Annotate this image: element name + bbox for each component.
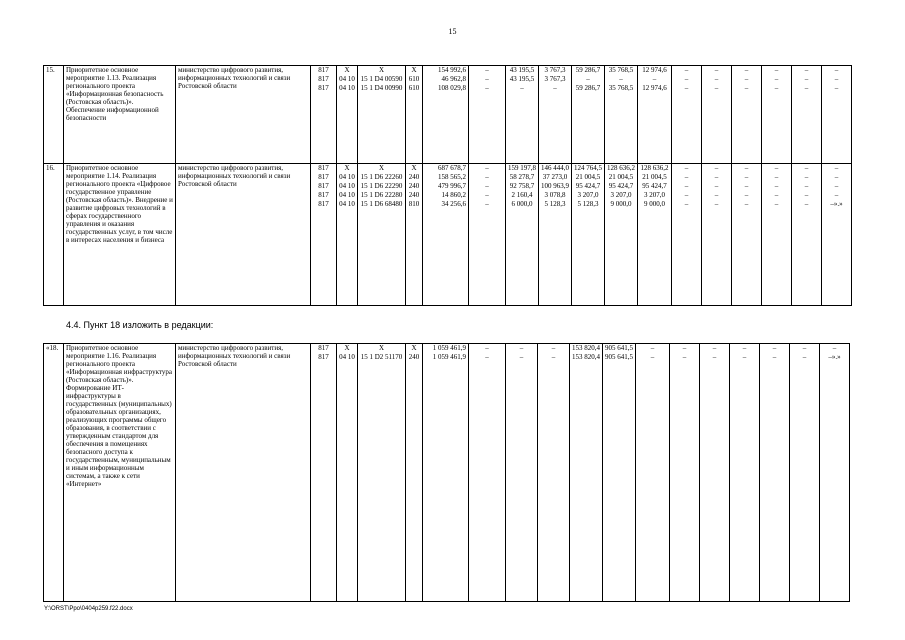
table-cell: – bbox=[774, 66, 779, 74]
table-cell: 43 195,5 bbox=[509, 66, 535, 74]
table-cell: 3 207,0 bbox=[577, 191, 599, 199]
table-cell: – bbox=[834, 66, 839, 74]
table-cell: – bbox=[744, 75, 749, 83]
table-column-cell bbox=[311, 344, 337, 602]
table-cell: – bbox=[684, 164, 689, 172]
table-cell: 3 767,3 bbox=[544, 66, 566, 74]
table-cell: – bbox=[744, 84, 749, 92]
table-cell: – bbox=[804, 173, 809, 181]
table-cell: – bbox=[650, 344, 655, 352]
table-column-cell bbox=[700, 344, 730, 602]
table-cell: 04 10 bbox=[339, 353, 355, 361]
table-cell: – bbox=[485, 191, 489, 199]
table-cell: 04 10 bbox=[339, 182, 355, 190]
table-cell: 04 10 bbox=[339, 84, 355, 92]
table-column-cell bbox=[337, 344, 358, 602]
measure-name: Приоритетное основное мероприятие 1.16. Реализация регионального проекта «Информационная инфраструктура (Ростовская область)». Формирование ИТ-инфраструктуры в государственных (муниципальных) образовательных организациях, реализующих программы общего образования, в соответствии с утвержденным стандартом для обеспечения в помещениях безопасного доступа к государственным, муниципальным и иным информационным системам, а также к сети «Интернет» bbox=[64, 344, 176, 602]
table-cell: 34 256,6 bbox=[441, 200, 466, 208]
table-cell: 158 565,2 bbox=[438, 173, 466, 181]
table-column-cell bbox=[406, 66, 423, 164]
table-cell: 3 207,0 bbox=[610, 191, 632, 199]
executor: министерство цифрового развития, информационных технологий и связи Ростовской области bbox=[176, 344, 311, 602]
table-cell: 154 992,6 bbox=[438, 66, 466, 74]
table-column-cell bbox=[423, 66, 469, 164]
table-cell: 04 10 bbox=[339, 200, 355, 208]
table-cell: 3 767,3 bbox=[544, 75, 566, 83]
table-column-cell bbox=[732, 66, 762, 164]
table-cell: – bbox=[834, 75, 839, 83]
table-cell: 59 286,7 bbox=[575, 66, 601, 74]
table-column-cell bbox=[790, 344, 820, 602]
table-cell: X bbox=[344, 164, 350, 172]
table-cell: 3 078,8 bbox=[544, 191, 566, 199]
table-cell: 817 bbox=[318, 75, 329, 83]
table-column-cell bbox=[792, 164, 822, 306]
table-cell: – bbox=[714, 191, 719, 199]
table-cell: 14 860,2 bbox=[441, 191, 466, 199]
table-column-cell bbox=[469, 164, 506, 306]
table-cell: 610 bbox=[408, 84, 420, 92]
table-cell: 240 bbox=[408, 173, 420, 181]
table-cell: – bbox=[804, 164, 809, 172]
table-cell: 12 974,6 bbox=[642, 66, 667, 74]
table-cell: 95 424,7 bbox=[575, 182, 601, 190]
table-cell: 21 004,5 bbox=[575, 173, 601, 181]
table-row bbox=[44, 66, 852, 164]
table-cell: 92 758,7 bbox=[509, 182, 535, 190]
table-cell: – bbox=[834, 191, 839, 199]
table-column-cell bbox=[605, 164, 638, 306]
table-cell: – bbox=[774, 191, 779, 199]
table-column-cell bbox=[572, 164, 605, 306]
table-cell: – bbox=[684, 66, 689, 74]
table-cell: 15 1 D4 00990 bbox=[360, 84, 403, 92]
table-cell: – bbox=[551, 353, 556, 361]
table-cell: –».» bbox=[830, 200, 843, 208]
table-cell: 21 004,5 bbox=[642, 173, 667, 181]
table-cell: 810 bbox=[408, 200, 420, 208]
table-cell: 479 996,7 bbox=[438, 182, 466, 190]
table-column-cell bbox=[792, 66, 822, 164]
table-cell: X bbox=[344, 344, 350, 352]
budget-table-upper bbox=[43, 65, 852, 306]
table-cell: 04 10 bbox=[339, 173, 355, 181]
table-cell: X bbox=[344, 66, 350, 74]
table-column-cell bbox=[762, 66, 792, 164]
table-cell: – bbox=[520, 84, 524, 92]
table-column-cell bbox=[605, 66, 638, 164]
table-cell: 817 bbox=[318, 344, 329, 352]
table-column-cell bbox=[762, 164, 792, 306]
table-cell: – bbox=[744, 164, 749, 172]
table-cell: – bbox=[834, 84, 839, 92]
table-column-cell bbox=[822, 164, 852, 306]
table-cell: – bbox=[744, 173, 749, 181]
table-cell: – bbox=[714, 84, 719, 92]
table-cell: X bbox=[411, 344, 417, 352]
table-cell: 12 974,6 bbox=[642, 84, 667, 92]
table-column-cell bbox=[760, 344, 790, 602]
table-cell: – bbox=[714, 182, 719, 190]
table-row bbox=[44, 344, 850, 602]
table-cell: 43 195,5 bbox=[509, 75, 535, 83]
table-cell: – bbox=[714, 173, 719, 181]
table-cell: 146 444,0 bbox=[541, 164, 569, 172]
table-cell: 687 678,7 bbox=[438, 164, 466, 172]
table-column-cell bbox=[539, 164, 572, 306]
table-cell: – bbox=[553, 84, 557, 92]
table-column-cell bbox=[337, 66, 358, 164]
table-cell: 21 004,5 bbox=[608, 173, 634, 181]
table-cell: – bbox=[586, 75, 590, 83]
table-cell: – bbox=[485, 84, 489, 92]
table-cell: – bbox=[804, 84, 809, 92]
table-cell: 100 963,9 bbox=[541, 182, 569, 190]
table-column-cell bbox=[702, 66, 732, 164]
table-cell: – bbox=[714, 66, 719, 74]
table-cell: 240 bbox=[408, 353, 420, 361]
table-column-cell bbox=[603, 344, 636, 602]
table-cell: – bbox=[682, 344, 687, 352]
table-cell: 35 768,5 bbox=[608, 66, 634, 74]
table-cell: 2 160,4 bbox=[511, 191, 533, 199]
table-cell: – bbox=[774, 75, 779, 83]
table-cell: – bbox=[744, 66, 749, 74]
table-cell: – bbox=[684, 182, 689, 190]
table-column-cell bbox=[820, 344, 850, 602]
table-column-cell bbox=[636, 344, 670, 602]
table-cell: 95 424,7 bbox=[608, 182, 634, 190]
table-cell: 159 197,8 bbox=[508, 164, 536, 172]
table-cell: 128 636,2 bbox=[607, 164, 635, 172]
table-cell: – bbox=[712, 344, 717, 352]
table-cell: – bbox=[802, 344, 807, 352]
table-cell: 6 000,0 bbox=[511, 200, 533, 208]
table-column-cell bbox=[506, 66, 539, 164]
table-column-cell bbox=[423, 344, 469, 602]
table-cell: 128 636,2 bbox=[640, 164, 669, 172]
table-row bbox=[44, 164, 852, 306]
table-column-cell bbox=[570, 344, 603, 602]
table-cell: – bbox=[802, 353, 807, 361]
table-column-cell bbox=[311, 164, 337, 306]
table-cell: 35 768,5 bbox=[608, 84, 634, 92]
table-cell: – bbox=[804, 75, 809, 83]
table-cell: 124 764,5 bbox=[574, 164, 602, 172]
table-cell: – bbox=[551, 344, 556, 352]
table-cell: – bbox=[684, 200, 689, 208]
table-cell: – bbox=[684, 75, 689, 83]
executor: министерство цифрового развития, информационных технологий и связи Ростовской области bbox=[176, 66, 311, 164]
table-column-cell bbox=[638, 66, 672, 164]
table-cell: 95 424,7 bbox=[642, 182, 667, 190]
table-cell: X bbox=[378, 344, 385, 352]
table-column-cell bbox=[672, 66, 702, 164]
table-cell: – bbox=[714, 75, 719, 83]
table-cell: – bbox=[485, 200, 489, 208]
table-cell: – bbox=[485, 66, 489, 74]
measure-name: Приоритетное основное мероприятие 1.14. Реализация регионального проекта «Цифровое государственное управление (Ростовская область)». Внедрение и развитие цифровых технологий в сферах государственного управления и оказания государственных услуг, в том числе в интересах населения и бизнеса bbox=[64, 164, 176, 306]
table-column-cell bbox=[469, 344, 506, 602]
table-cell: – bbox=[774, 200, 779, 208]
table-column-cell bbox=[406, 344, 423, 602]
table-cell: 817 bbox=[318, 182, 329, 190]
table-column-cell bbox=[406, 164, 423, 306]
table-cell: 240 bbox=[408, 191, 420, 199]
table-column-cell bbox=[506, 344, 538, 602]
table-cell: – bbox=[834, 182, 839, 190]
table-column-cell bbox=[311, 66, 337, 164]
table-cell: 15 1 D4 00590 bbox=[360, 75, 403, 83]
budget-table-lower bbox=[43, 343, 850, 602]
table-cell: – bbox=[519, 353, 524, 361]
table-cell: 1 059 461,9 bbox=[432, 353, 466, 361]
table-cell: – bbox=[832, 344, 837, 352]
table-cell: 15 1 D6 22290 bbox=[360, 182, 403, 190]
table-cell: X bbox=[378, 66, 385, 74]
table-cell: – bbox=[804, 66, 809, 74]
table-cell: – bbox=[804, 191, 809, 199]
table-column-cell bbox=[732, 164, 762, 306]
row-number: 15. bbox=[44, 66, 64, 164]
table-cell: – bbox=[485, 182, 489, 190]
table-column-cell bbox=[638, 164, 672, 306]
table-cell: 5 128,3 bbox=[544, 200, 566, 208]
measure-name: Приоритетное основное мероприятие 1.13. Реализация регионального проекта «Информационная безопасность (Ростовская область)». Обеспечение информационной безопасности bbox=[64, 66, 176, 164]
table-column-cell bbox=[539, 66, 572, 164]
table-cell: – bbox=[712, 353, 717, 361]
table-cell: – bbox=[519, 344, 524, 352]
table-cell: 240 bbox=[408, 182, 420, 190]
table-cell: 3 207,0 bbox=[644, 191, 665, 199]
table-cell: – bbox=[774, 182, 779, 190]
table-cell: 817 bbox=[318, 164, 329, 172]
table-cell: 905 641,5 bbox=[605, 344, 633, 352]
table-column-cell bbox=[469, 66, 506, 164]
page-number: 15 bbox=[448, 27, 457, 36]
table-cell: 04 10 bbox=[339, 75, 355, 83]
table-column-cell bbox=[337, 164, 358, 306]
table-cell: 58 278,7 bbox=[509, 173, 535, 181]
table-cell: – bbox=[684, 173, 689, 181]
table-cell: 817 bbox=[318, 84, 329, 92]
table-cell: – bbox=[774, 84, 779, 92]
table-cell: – bbox=[774, 173, 779, 181]
table-column-cell bbox=[730, 344, 760, 602]
table-cell: 59 286,7 bbox=[575, 84, 601, 92]
table-cell: – bbox=[485, 344, 489, 352]
table-cell: – bbox=[744, 191, 749, 199]
table-column-cell bbox=[702, 164, 732, 306]
table-column-cell bbox=[822, 66, 852, 164]
table-cell: – bbox=[650, 353, 655, 361]
table-cell: 1 059 461,9 bbox=[432, 344, 466, 352]
table-column-cell bbox=[670, 344, 700, 602]
table-cell: 610 bbox=[408, 75, 420, 83]
table-column-cell bbox=[538, 344, 570, 602]
table-cell: 817 bbox=[318, 173, 329, 181]
row-number: 16. bbox=[44, 164, 64, 306]
table-cell: – bbox=[742, 353, 747, 361]
table-cell: – bbox=[744, 182, 749, 190]
table-cell: 04 10 bbox=[339, 191, 355, 199]
table-cell: 108 029,8 bbox=[438, 84, 466, 92]
table-cell: 9 000,0 bbox=[644, 200, 665, 208]
table-cell: – bbox=[714, 164, 719, 172]
table-column-cell bbox=[572, 66, 605, 164]
table-cell: – bbox=[652, 75, 657, 83]
table-column-cell bbox=[423, 164, 469, 306]
table-column-cell bbox=[672, 164, 702, 306]
amendment-paragraph: 4.4. Пункт 18 изложить в редакции: bbox=[66, 320, 214, 330]
table-cell: X bbox=[411, 164, 417, 172]
table-cell: 153 820,4 bbox=[572, 344, 600, 352]
table-cell: –».» bbox=[828, 353, 841, 361]
executor: министерство цифрового развития, информационных технологий и связи Ростовской области bbox=[176, 164, 311, 306]
table-cell: 15 1 D6 22280 bbox=[360, 191, 403, 199]
table-cell: – bbox=[834, 164, 839, 172]
table-cell: – bbox=[804, 182, 809, 190]
table-cell: 46 962,8 bbox=[441, 75, 466, 83]
table-cell: – bbox=[714, 200, 719, 208]
table-cell: X bbox=[378, 164, 385, 172]
table-cell: 5 128,3 bbox=[577, 200, 599, 208]
table-cell: – bbox=[774, 164, 779, 172]
table-cell: – bbox=[772, 344, 777, 352]
table-cell: X bbox=[411, 66, 417, 74]
table-cell: – bbox=[834, 173, 839, 181]
table-cell: 817 bbox=[318, 200, 329, 208]
table-cell: – bbox=[485, 164, 489, 172]
table-cell: – bbox=[485, 173, 489, 181]
row-number: «18. bbox=[44, 344, 64, 602]
table-cell: 153 820,4 bbox=[572, 353, 600, 361]
table-cell: 15 1 D6 68480 bbox=[360, 200, 403, 208]
table-column-cell bbox=[358, 164, 406, 306]
file-path-footer: Y:\ORST\Ppo\0404p259.f22.docx bbox=[44, 606, 133, 612]
table-cell: – bbox=[744, 200, 749, 208]
table-cell: – bbox=[619, 75, 623, 83]
table-cell: 15 1 D6 22260 bbox=[360, 173, 403, 181]
table-cell: – bbox=[742, 344, 747, 352]
table-cell: 37 273,0 bbox=[542, 173, 568, 181]
table-cell: 817 bbox=[318, 191, 329, 199]
table-column-cell bbox=[358, 66, 406, 164]
table-cell: – bbox=[485, 75, 489, 83]
table-cell: 817 bbox=[318, 66, 329, 74]
table-cell: 9 000,0 bbox=[610, 200, 632, 208]
table-column-cell bbox=[506, 164, 539, 306]
table-cell: – bbox=[682, 353, 687, 361]
table-cell: 817 bbox=[318, 353, 329, 361]
table-column-cell bbox=[358, 344, 406, 602]
table-cell: – bbox=[684, 84, 689, 92]
table-cell: – bbox=[485, 353, 489, 361]
table-cell: 905 641,5 bbox=[605, 353, 633, 361]
table-cell: – bbox=[772, 353, 777, 361]
table-cell: – bbox=[804, 200, 809, 208]
table-cell: 15 1 D2 51170 bbox=[360, 353, 403, 361]
table-cell: – bbox=[684, 191, 689, 199]
